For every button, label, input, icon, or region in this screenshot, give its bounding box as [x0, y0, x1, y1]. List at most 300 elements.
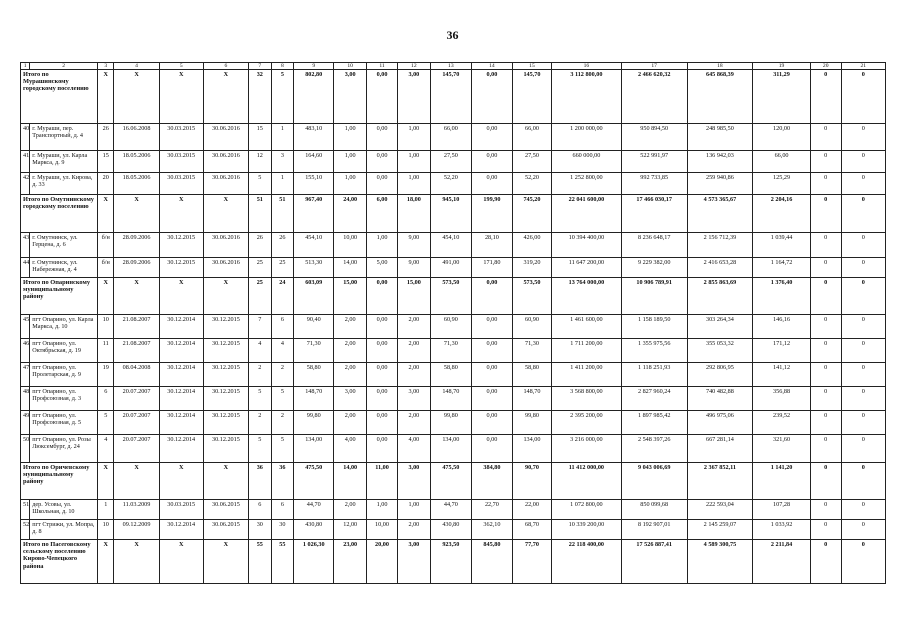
total-label: Итого по Оричевскому муниципальному району	[21, 463, 98, 500]
table-cell: 08.04.2008	[114, 363, 159, 387]
table-cell: 248 985,50	[687, 124, 753, 151]
table-cell: 491,00	[430, 258, 471, 278]
table-cell: 4,00	[334, 435, 367, 463]
table-cell: 356,88	[753, 387, 811, 411]
table-cell: 30.03.2015	[159, 500, 203, 520]
table-cell: 2 367 852,11	[687, 463, 753, 500]
table-cell: 0	[841, 387, 885, 411]
table-cell: 12,00	[334, 520, 367, 540]
table-cell: 7	[249, 315, 272, 339]
table-cell: 5	[271, 387, 294, 411]
table-cell: 68,70	[512, 520, 551, 540]
table-cell: 1,00	[397, 124, 430, 151]
table-cell: 3,00	[334, 70, 367, 124]
table-cell: 0	[810, 463, 841, 500]
table-cell: 58,80	[512, 363, 551, 387]
table-cell: 603,09	[294, 278, 334, 315]
table-cell: 3,00	[397, 387, 430, 411]
table-cell: 19	[98, 363, 114, 387]
table-cell: 14,00	[334, 463, 367, 500]
table-cell: 30.12.2015	[203, 339, 248, 363]
table-cell: 1,00	[397, 500, 430, 520]
table-cell: 11.03.2009	[114, 500, 159, 520]
table-cell: 6	[249, 500, 272, 520]
table-cell: 30.12.2014	[159, 363, 203, 387]
table-cell: 30.12.2015	[159, 258, 203, 278]
table-cell: 1,00	[334, 151, 367, 173]
table-cell: 55	[271, 540, 294, 584]
table-cell: 30.06.2016	[203, 151, 248, 173]
row-number: 47	[21, 363, 30, 387]
total-label: Итого по Мурашинскому городскому поселению	[21, 70, 98, 124]
table-cell: 1 355 975,56	[621, 339, 687, 363]
table-cell: 20.07.2007	[114, 411, 159, 435]
table-row	[21, 500, 886, 520]
table-cell: 2,00	[334, 339, 367, 363]
table-row	[21, 233, 886, 258]
table-cell: 0	[810, 278, 841, 315]
table-cell: 30.12.2014	[159, 315, 203, 339]
table-cell: 15	[98, 151, 114, 173]
table-cell: 11 412 000,00	[551, 463, 621, 500]
table-cell: 0,00	[471, 435, 512, 463]
table-cell: 4	[249, 339, 272, 363]
table-cell: 15,00	[397, 278, 430, 315]
table-cell: 454,10	[430, 233, 471, 258]
table-cell: X	[203, 540, 248, 584]
table-cell: 2 855 863,69	[687, 278, 753, 315]
total-row	[21, 540, 886, 584]
column-number-row	[21, 63, 886, 70]
table-cell: 0	[841, 151, 885, 173]
table-cell: X	[98, 540, 114, 584]
table-cell: 20	[98, 173, 114, 195]
table-cell: 0,00	[367, 387, 398, 411]
column-number: 10	[334, 63, 367, 70]
table-cell: 2,00	[334, 363, 367, 387]
table-cell: 148,70	[512, 387, 551, 411]
table-cell: 44,70	[294, 500, 334, 520]
table-cell: 120,00	[753, 124, 811, 151]
table-cell: 5	[271, 435, 294, 463]
table-cell: 9,00	[397, 233, 430, 258]
table-cell: 0	[841, 520, 885, 540]
table-cell: 28.09.2006	[114, 258, 159, 278]
table-cell: 222 593,04	[687, 500, 753, 520]
table-cell: 1,00	[367, 500, 398, 520]
table-cell: 0	[810, 233, 841, 258]
table-cell: 430,80	[430, 520, 471, 540]
table-cell: X	[114, 278, 159, 315]
table-cell: 0,00	[367, 411, 398, 435]
table-cell: 2,00	[397, 339, 430, 363]
table-cell: 1 411 200,00	[551, 363, 621, 387]
table-cell: 1 039,44	[753, 233, 811, 258]
column-number: 15	[512, 63, 551, 70]
table-cell: 18,00	[397, 195, 430, 233]
table-cell: 30.03.2015	[159, 124, 203, 151]
row-number: 40	[21, 124, 30, 151]
table-cell: 9 229 382,00	[621, 258, 687, 278]
table-cell: 0	[810, 339, 841, 363]
table-cell: 52,20	[430, 173, 471, 195]
table-cell: 4	[271, 339, 294, 363]
table-cell: 11 647 200,00	[551, 258, 621, 278]
table-cell: 0,00	[367, 435, 398, 463]
table-cell: 745,20	[512, 195, 551, 233]
table-cell: 30.06.2016	[203, 124, 248, 151]
table-cell: 15	[249, 124, 272, 151]
table-cell: 30.12.2014	[159, 339, 203, 363]
table-cell: 18.05.2006	[114, 173, 159, 195]
table-cell: 2,00	[334, 315, 367, 339]
table-cell: 2	[249, 411, 272, 435]
table-cell: 30.12.2015	[203, 411, 248, 435]
table-cell: 3,00	[397, 540, 430, 584]
table-cell: 44,70	[430, 500, 471, 520]
table-cell: 0	[810, 435, 841, 463]
table-row	[21, 339, 886, 363]
table-cell: 0,00	[367, 70, 398, 124]
table-cell: 2 156 712,39	[687, 233, 753, 258]
row-number: 46	[21, 339, 30, 363]
column-number: 20	[810, 63, 841, 70]
table-cell: 1 033,92	[753, 520, 811, 540]
table-cell: 1	[98, 500, 114, 520]
table-cell: 0	[810, 540, 841, 584]
table-cell: 26	[98, 124, 114, 151]
address-cell: пгт Опарино, ул. Розы Люксембург, д. 24	[30, 435, 98, 463]
table-cell: 454,10	[294, 233, 334, 258]
table-cell: 0	[841, 278, 885, 315]
table-cell: 26	[271, 233, 294, 258]
table-cell: 1	[271, 173, 294, 195]
table-cell: 66,00	[430, 124, 471, 151]
column-number: 19	[753, 63, 811, 70]
table-cell: 134,00	[512, 435, 551, 463]
table-cell: 09.12.2009	[114, 520, 159, 540]
table-row	[21, 315, 886, 339]
table-cell: 2 466 620,32	[621, 70, 687, 124]
table-cell: 148,70	[430, 387, 471, 411]
table-cell: 30.06.2016	[203, 233, 248, 258]
address-cell: дер. Усовы, ул. Школьная, д. 10	[30, 500, 98, 520]
table-cell: б/н	[98, 233, 114, 258]
table-cell: 1 141,20	[753, 463, 811, 500]
table-cell: 10 339 200,00	[551, 520, 621, 540]
table-cell: 2	[271, 363, 294, 387]
table-cell: 430,80	[294, 520, 334, 540]
total-label: Итого по Опаринскому муниципальному району	[21, 278, 98, 315]
row-number: 43	[21, 233, 30, 258]
table-cell: 0,00	[367, 124, 398, 151]
table-row	[21, 387, 886, 411]
table-cell: 303 264,34	[687, 315, 753, 339]
table-cell: 134,00	[430, 435, 471, 463]
table-row	[21, 363, 886, 387]
table-cell: 52,20	[512, 173, 551, 195]
table-cell: 513,30	[294, 258, 334, 278]
column-number: 21	[841, 63, 885, 70]
table-cell: 136 942,03	[687, 151, 753, 173]
table-cell: 1 252 800,00	[551, 173, 621, 195]
table-cell: X	[203, 70, 248, 124]
table-cell: 32	[249, 70, 272, 124]
table-cell: 24	[271, 278, 294, 315]
table-cell: 1 072 800,00	[551, 500, 621, 520]
table-cell: 0	[841, 435, 885, 463]
total-row	[21, 278, 886, 315]
table-cell: 0,00	[367, 173, 398, 195]
table-cell: X	[203, 463, 248, 500]
address-cell: г. Мураши, ул. Карла Маркса, д. 9	[30, 151, 98, 173]
table-cell: 1 118 251,93	[621, 363, 687, 387]
table-cell: 0	[810, 151, 841, 173]
table-cell: 10,00	[334, 233, 367, 258]
table-cell: 145,70	[512, 70, 551, 124]
table-cell: 25	[249, 258, 272, 278]
column-number: 8	[271, 63, 294, 70]
table-cell: 0	[841, 70, 885, 124]
table-row	[21, 124, 886, 151]
table-cell: 30.12.2014	[159, 520, 203, 540]
table-cell: 319,20	[512, 258, 551, 278]
table-cell: X	[159, 463, 203, 500]
address-cell: г. Омутнинск, ул. Герцена, д. 6	[30, 233, 98, 258]
table-cell: 5	[249, 435, 272, 463]
table-cell: 2	[271, 411, 294, 435]
table-cell: 30.12.2015	[203, 435, 248, 463]
table-cell: 30.12.2014	[159, 387, 203, 411]
table-cell: X	[98, 70, 114, 124]
table-cell: 24,00	[334, 195, 367, 233]
table-cell: 5	[98, 411, 114, 435]
table-cell: 2,00	[397, 315, 430, 339]
table-cell: 0	[841, 173, 885, 195]
table-cell: 99,80	[430, 411, 471, 435]
table-cell: 2 827 960,24	[621, 387, 687, 411]
table-cell: 0	[841, 339, 885, 363]
table-cell: 355 053,32	[687, 339, 753, 363]
table-cell: 0,00	[471, 315, 512, 339]
address-cell: пгт Стрижи, ул. Мопра, д. 8	[30, 520, 98, 540]
table-cell: 23,00	[334, 540, 367, 584]
table-cell: 25	[271, 258, 294, 278]
table-row	[21, 173, 886, 195]
table-cell: 3 112 800,00	[551, 70, 621, 124]
row-number: 50	[21, 435, 30, 463]
table-cell: X	[159, 70, 203, 124]
table-cell: 146,16	[753, 315, 811, 339]
table-cell: 0	[810, 387, 841, 411]
table-cell: 3,00	[397, 463, 430, 500]
table-cell: 6	[98, 387, 114, 411]
table-cell: 0,00	[471, 124, 512, 151]
table-cell: 14,00	[334, 258, 367, 278]
row-number: 48	[21, 387, 30, 411]
table-cell: 10 906 789,91	[621, 278, 687, 315]
table-cell: 58,80	[294, 363, 334, 387]
table-cell: 1,00	[334, 124, 367, 151]
table-cell: 0,00	[471, 363, 512, 387]
table-cell: 60,90	[512, 315, 551, 339]
table-cell: 0	[810, 363, 841, 387]
table-cell: 0	[810, 315, 841, 339]
table-cell: 6,00	[367, 195, 398, 233]
table-cell: X	[203, 195, 248, 233]
table-cell: 1,00	[334, 173, 367, 195]
column-number: 6	[203, 63, 248, 70]
table-cell: 30.12.2015	[203, 363, 248, 387]
column-number: 7	[249, 63, 272, 70]
table-cell: 4	[98, 435, 114, 463]
table-cell: 20,00	[367, 540, 398, 584]
column-number: 2	[30, 63, 98, 70]
table-cell: 20.07.2007	[114, 387, 159, 411]
table-cell: 30.03.2015	[159, 173, 203, 195]
column-number: 11	[367, 63, 398, 70]
table-cell: 0	[810, 500, 841, 520]
total-row	[21, 463, 886, 500]
table-cell: 0,00	[471, 387, 512, 411]
table-cell: 0	[841, 363, 885, 387]
table-cell: 36	[249, 463, 272, 500]
table-cell: 1 376,40	[753, 278, 811, 315]
table-cell: 1,00	[397, 151, 430, 173]
table-cell: 18.05.2006	[114, 151, 159, 173]
table-cell: 12	[249, 151, 272, 173]
page-number: 36	[446, 28, 459, 42]
table-cell: 30.12.2015	[159, 233, 203, 258]
table-cell: 475,50	[430, 463, 471, 500]
table-cell: 30.06.2015	[203, 500, 248, 520]
table-cell: X	[114, 540, 159, 584]
table-cell: 11,00	[367, 463, 398, 500]
table-cell: 28,10	[471, 233, 512, 258]
column-number: 18	[687, 63, 753, 70]
table-row	[21, 435, 886, 463]
table-cell: 2,00	[397, 411, 430, 435]
table-cell: 2 204,16	[753, 195, 811, 233]
table-cell: 0	[810, 520, 841, 540]
table-cell: 21.08.2007	[114, 339, 159, 363]
table-cell: 30.12.2015	[203, 387, 248, 411]
table-cell: 950 894,50	[621, 124, 687, 151]
table-cell: 0,00	[471, 151, 512, 173]
table-cell: 992 733,85	[621, 173, 687, 195]
housing-program-table	[20, 62, 886, 584]
table-cell: 0	[810, 411, 841, 435]
table-row	[21, 411, 886, 435]
column-number: 4	[114, 63, 159, 70]
table-cell: 155,10	[294, 173, 334, 195]
table-cell: 522 991,97	[621, 151, 687, 173]
table-cell: 66,00	[512, 124, 551, 151]
table-cell: 2,00	[397, 363, 430, 387]
table-cell: 923,50	[430, 540, 471, 584]
table-cell: 90,40	[294, 315, 334, 339]
table-cell: 0,00	[471, 339, 512, 363]
row-number: 52	[21, 520, 30, 540]
column-number: 9	[294, 63, 334, 70]
table-cell: 9 043 006,69	[621, 463, 687, 500]
table-cell: 3 216 000,00	[551, 435, 621, 463]
row-number: 49	[21, 411, 30, 435]
table-cell: 0,00	[367, 339, 398, 363]
table-cell: 292 806,95	[687, 363, 753, 387]
table-cell: 3 568 800,00	[551, 387, 621, 411]
column-number: 5	[159, 63, 203, 70]
address-cell: пгт Опарино, ул. Пролетарская, д. 9	[30, 363, 98, 387]
table-cell: 71,30	[430, 339, 471, 363]
table-cell: 164,60	[294, 151, 334, 173]
table-row	[21, 151, 886, 173]
table-cell: 802,80	[294, 70, 334, 124]
table-cell: 0	[841, 463, 885, 500]
table-cell: 845,80	[471, 540, 512, 584]
table-cell: 740 482,88	[687, 387, 753, 411]
table-cell: 1 158 189,50	[621, 315, 687, 339]
table-cell: 0,00	[471, 411, 512, 435]
table-cell: 0,00	[471, 278, 512, 315]
table-cell: 1,00	[367, 233, 398, 258]
table-cell: 5	[249, 173, 272, 195]
table-cell: 321,60	[753, 435, 811, 463]
table-cell: 99,80	[294, 411, 334, 435]
table-cell: 171,12	[753, 339, 811, 363]
table-cell: 60,90	[430, 315, 471, 339]
table-cell: 2 145 259,07	[687, 520, 753, 540]
table-cell: 30.06.2016	[203, 258, 248, 278]
table-cell: 0	[810, 70, 841, 124]
table-cell: б/н	[98, 258, 114, 278]
table-cell: 2,00	[334, 500, 367, 520]
table-cell: 945,10	[430, 195, 471, 233]
row-number: 44	[21, 258, 30, 278]
row-number: 42	[21, 173, 30, 195]
table-cell: 0,00	[367, 315, 398, 339]
table-cell: 0	[841, 411, 885, 435]
table-cell: 573,50	[430, 278, 471, 315]
table-cell: 4 589 300,75	[687, 540, 753, 584]
table-cell: 0	[810, 173, 841, 195]
table-cell: 4 573 365,67	[687, 195, 753, 233]
table-cell: 134,00	[294, 435, 334, 463]
table-cell: 362,10	[471, 520, 512, 540]
table-cell: 58,80	[430, 363, 471, 387]
table-cell: 0,00	[367, 151, 398, 173]
table-cell: 1 164,72	[753, 258, 811, 278]
table-cell: 16.06.2008	[114, 124, 159, 151]
table-cell: 3	[271, 151, 294, 173]
row-number: 45	[21, 315, 30, 339]
table-cell: 148,70	[294, 387, 334, 411]
table-cell: 6	[271, 500, 294, 520]
address-cell: пгт Опарино, ул. Карла Маркса, д. 10	[30, 315, 98, 339]
table-cell: X	[159, 540, 203, 584]
table-cell: 30.06.2015	[203, 520, 248, 540]
total-label: Итого по Пасеговскому сельскому поселению Кирово-Чепецкого района	[21, 540, 98, 584]
table-cell: 10 394 400,00	[551, 233, 621, 258]
table-cell: 199,90	[471, 195, 512, 233]
table-cell: 10	[98, 520, 114, 540]
column-number: 17	[621, 63, 687, 70]
table-cell: 0,00	[471, 173, 512, 195]
table-cell: 0	[841, 195, 885, 233]
table-cell: 5	[249, 387, 272, 411]
table-cell: 4,00	[397, 435, 430, 463]
table-cell: 259 940,86	[687, 173, 753, 195]
